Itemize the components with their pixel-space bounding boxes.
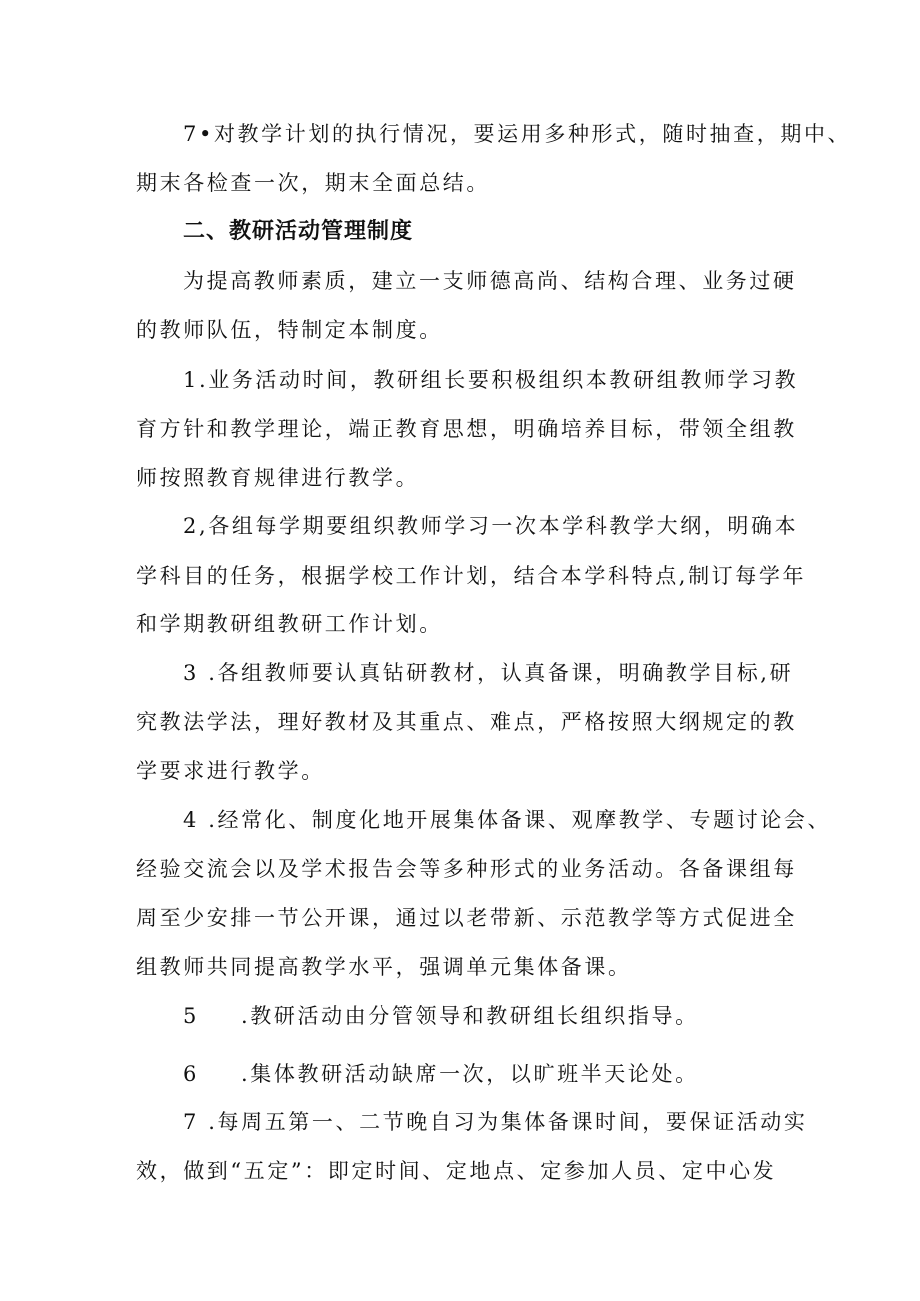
paragraph-line — [183, 1060, 699, 1088]
paragraph-line: 的教师队伍，特制定本制度。 — [136, 318, 443, 342]
paragraph-line: 学科目的任务，根据学校工作计划，结合本学科特点,制订每学年 — [136, 564, 807, 588]
item-text: .集体教研活动缺席一次，以旷班半天论处。 — [241, 1062, 699, 1086]
paragraph-line: 为提高教师素质，建立一支师德高尚、结构合理、业务过硬 — [183, 269, 797, 293]
paragraph-line: 经验交流会以及学术报告会等多种形式的业务活动。各备课组每 — [136, 857, 797, 881]
paragraph-line: 组教师共同提高教学水平，强调单元集体备课。 — [136, 955, 632, 979]
paragraph-line: 学要求进行教学。 — [136, 759, 325, 783]
paragraph-line: 7•对教学计划的执行情况，要运用多种形式，随时抽查，期中、 — [183, 122, 852, 146]
item-number: 5 — [183, 1004, 199, 1028]
paragraph-line — [183, 1002, 699, 1030]
paragraph-line: 4 .经常化、制度化地开展集体备课、观摩教学、专题讨论会、 — [183, 808, 832, 832]
paragraph-line: 究教法学法，理好教材及其重点、难点，严格按照大纲规定的教 — [136, 710, 797, 734]
section-heading: 二、教研活动管理制度 — [183, 219, 414, 244]
paragraph-line: 1.业务活动时间，教研组长要积极组织本教研组教师学习教 — [183, 368, 799, 392]
paragraph-line: 效，做到“五定”：即定时间、定地点、定参加人员、定中心发 — [136, 1159, 777, 1183]
paragraph-line: 期末各检查一次，期末全面总结。 — [136, 171, 490, 195]
paragraph-line: 3 .各组教师要认真钻研教材，认真备课，明确教学目标,研 — [183, 661, 794, 685]
item-text: .教研活动由分管领导和教研组长组织指导。 — [241, 1004, 699, 1028]
paragraph-line: 师按照教育规律进行教学。 — [136, 466, 420, 490]
item-number: 6 — [183, 1062, 199, 1086]
paragraph-line: 育方针和教学理论，端正教育思想，明确培养目标，带领全组教 — [136, 417, 797, 441]
paragraph-line: 周至少安排一节公开课，通过以老带新、示范教学等方式促进全 — [136, 906, 797, 930]
paragraph-line: 2,各组每学期要组织教师学习一次本学科教学大纲，明确本 — [183, 514, 799, 538]
paragraph-line: 和学期教研组教研工作计划。 — [136, 612, 443, 636]
paragraph-line: 7 .每周五第一、二节晚自习为集体备课时间，要保证活动实 — [183, 1110, 808, 1134]
